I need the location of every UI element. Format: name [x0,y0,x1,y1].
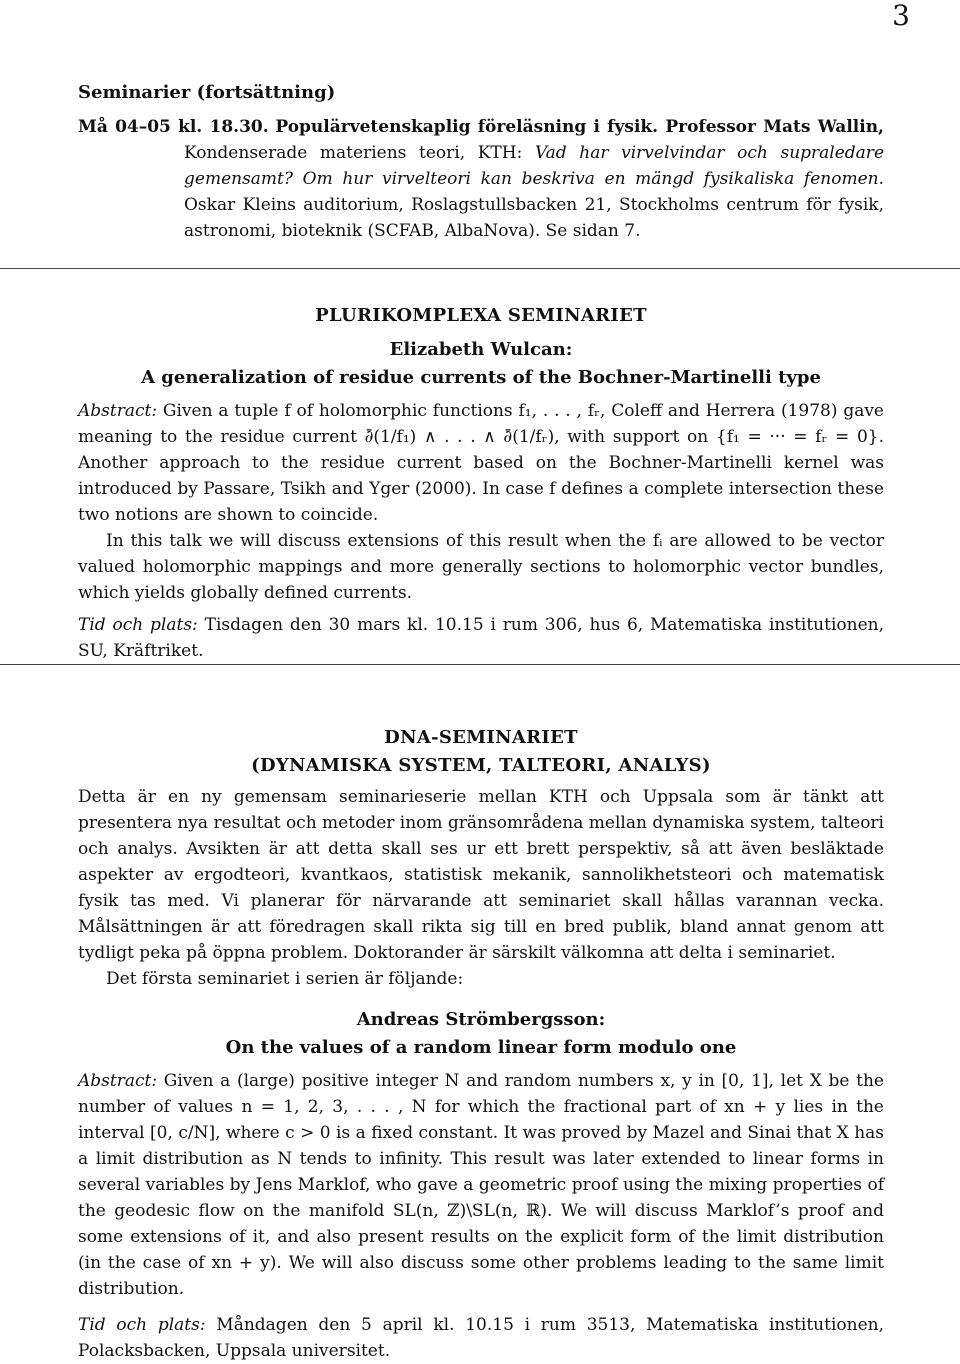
dna-time-place [78,1312,884,1364]
event-location: Oskar Kleins auditorium, Roslagstullsbacken 21, Stockholms centrum för fysik, astronomi, bioteknik (SCFAB, AlbaNova). Se sidan 7. [184,195,884,241]
plurikomplexa-time-place [78,612,884,664]
time-text: Tisdagen den 30 mars kl. 10.15 i rum 306, hus 6, Matematiska institutionen, SU, Kräftriket. [78,615,884,661]
dna-speaker: Andreas Strömbergsson: [356,1009,606,1030]
plurikomplexa-heading: PLURIKOMPLEXA SEMINARIET [315,305,647,326]
dna-talk-title: On the values of a random linear form modulo one [225,1037,737,1058]
plurikomplexa-talk-title: A generalization of residue currents of the Bochner-Martinelli type [141,367,821,388]
dna-abstract [78,1068,884,1302]
dna-abstract-label: Abstract: [78,1071,158,1091]
event-heading: Populärvetenskaplig föreläsning i fysik. Professor Mats Wallin, [275,117,884,137]
plurikomplexa-abstract-p2: In this talk we will discuss extensions of this result when the fᵢ are allowed to be vector valued holomorphic mappings and more generally sections to holomorphic vector bundles, which yields globally defined currents. [78,531,884,603]
dna-time-label: Tid och plats: [78,1315,206,1335]
section-title: Seminarier (fortsättning) [78,82,336,103]
time-label: Tid och plats: [78,615,198,635]
abstract-text: Given a tuple f of holomorphic functions f₁, . . . , fᵣ, Coleff and Herrera (1978) gave meaning to the residue current ∂̄(1/f₁) ∧ . . . ∧ ∂̄(1/fᵣ), with support on {f₁ = ··· = fᵣ = 0}. Another approach to the residue current based on the Bochner-Martinelli kernel was introduced by Passare, Tsikh and Yger (2000). In case f defines a complete intersection these two notions are shown to coincide. [78,401,884,525]
section-divider [0,268,960,269]
dna-intro: Detta är en ny gemensam seminarieserie mellan KTH och Uppsala som är tänkt att presentera nya resultat och metoder inom gränsområdena mellan dynamiska system, talteori och analys. Avsikten är att detta skall ses ur ett brett perspektiv, så att även besläktade aspekter av ergodteori, kvantkaos, statistisk mekanik, sannolikhetsteori och matematisk fysik tas med. Vi planerar för närvarande att seminariet skall hållas varannan vecka. Målsättningen är att föredragen skall rikta sig till en bred publik, bland annat genom att tydligt peka på öppna problem. Doktorander är särskilt välkomna att delta i seminariet. [78,787,884,963]
event-entry [78,114,884,244]
dna-subheading: (DYNAMISKA SYSTEM, TALTEORI, ANALYS) [251,755,711,776]
page-number: 3 [892,0,910,32]
plurikomplexa-speaker: Elizabeth Wulcan: [389,339,573,360]
abstract-label: Abstract: [78,401,158,421]
section-divider [0,664,960,665]
event-affiliation: Kondenserade materiens teori, KTH: [184,143,523,163]
dna-abstract-text: Given a (large) positive integer N and random numbers x, y in [0, 1], let X be the number of values n = 1, 2, 3, . . . , N for which the fractional part of xn + y lies in the interval [0, c/N], where c > 0 is a fixed constant. It was proved by Mazel and Sinai that X has a limit distribution as N tends to infinity. This result was later extended to linear forms in several variables by Jens Marklof, who gave a geometric proof using the mixing properties of the geodesic flow on the manifold SL(n, ℤ)\SL(n, ℝ). We will discuss Marklof’s proof and some extensions of it, and also present results on the explicit form of the limit distribution (in the case of xn + y). We will also discuss some other problems leading to the same limit distribution. [78,1071,884,1299]
dna-intro-2: Det första seminariet i serien är följande: [106,969,464,989]
plurikomplexa-abstract [78,398,884,528]
event-date: Må 04–05 kl. 18.30. [78,117,269,137]
dna-heading: DNA-SEMINARIET [384,727,578,748]
dna-time-text: Måndagen den 5 april kl. 10.15 i rum 3513, Matematiska institutionen, Polacksbacken, Uppsala universitet. [78,1315,884,1361]
page-content [78,80,884,1364]
event-talk-title: Vad har virvelvindar och supraledare gemensamt? Om hur virvelteori kan beskriva en mängd fysikaliska fenomen. [184,143,884,189]
